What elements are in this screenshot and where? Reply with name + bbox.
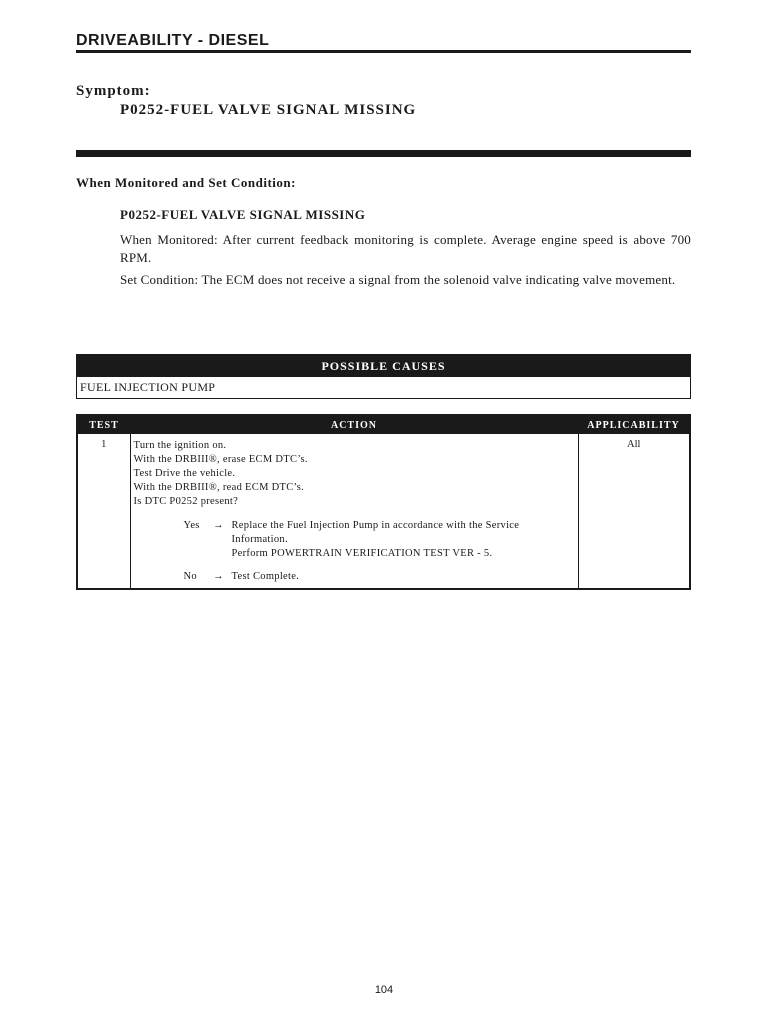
test-table (76, 414, 691, 590)
no-action-text: Test Complete. (231, 571, 300, 582)
possible-causes-header: POSSIBLE CAUSES (77, 355, 690, 377)
yes-action-text: Replace the Fuel Injection Pump in accordance with the Service Information. (231, 520, 520, 545)
yes-label: Yes (183, 520, 200, 531)
symptom-code: P0252-FUEL VALVE SIGNAL MISSING (120, 102, 417, 118)
symptom-label: Symptom: (76, 83, 151, 99)
test-table-header-row (77, 415, 690, 434)
cause-item: FUEL INJECTION PUMP (80, 380, 216, 394)
dtc-subheading: P0252-FUEL VALVE SIGNAL MISSING (120, 207, 366, 222)
symptom-divider (76, 150, 691, 157)
test-number: 1 (101, 439, 107, 450)
section-title: DRIVEABILITY - DIESEL (76, 32, 270, 49)
action-step: With the DRBIII®, erase ECM DTC’s. (133, 454, 308, 465)
test-column-header: TEST (77, 415, 130, 434)
action-cell (130, 434, 578, 589)
applicability-column-header: APPLICABILITY (578, 415, 690, 434)
set-condition-text: Set Condition: The ECM does not receive a signal from the solenoid valve indicating valve movement. (120, 272, 676, 287)
action-step: With the DRBIII®, read ECM DTC’s. (133, 482, 305, 493)
no-branch (184, 570, 575, 584)
right-arrow-icon: → (213, 571, 224, 582)
no-label: No (183, 571, 197, 582)
action-step: Turn the ignition on. (133, 440, 227, 451)
yes-action-text: Perform POWERTRAIN VERIFICATION TEST VER - 5. (231, 548, 493, 559)
possible-causes-box (76, 354, 691, 399)
yes-branch (184, 519, 575, 561)
action-column-header: ACTION (130, 415, 578, 434)
header-rule (76, 50, 691, 53)
table-row (77, 434, 690, 589)
right-arrow-icon: → (213, 520, 224, 531)
action-step: Test Drive the vehicle. (133, 468, 236, 479)
monitored-heading: When Monitored and Set Condition: (76, 175, 296, 190)
when-monitored-text: When Monitored: After current feedback monitoring is complete. Average engine speed is above 700 RPM. (120, 232, 691, 265)
page-number: 104 (374, 984, 394, 996)
action-step: Is DTC P0252 present? (133, 496, 239, 507)
applicability-value: All (578, 434, 690, 589)
